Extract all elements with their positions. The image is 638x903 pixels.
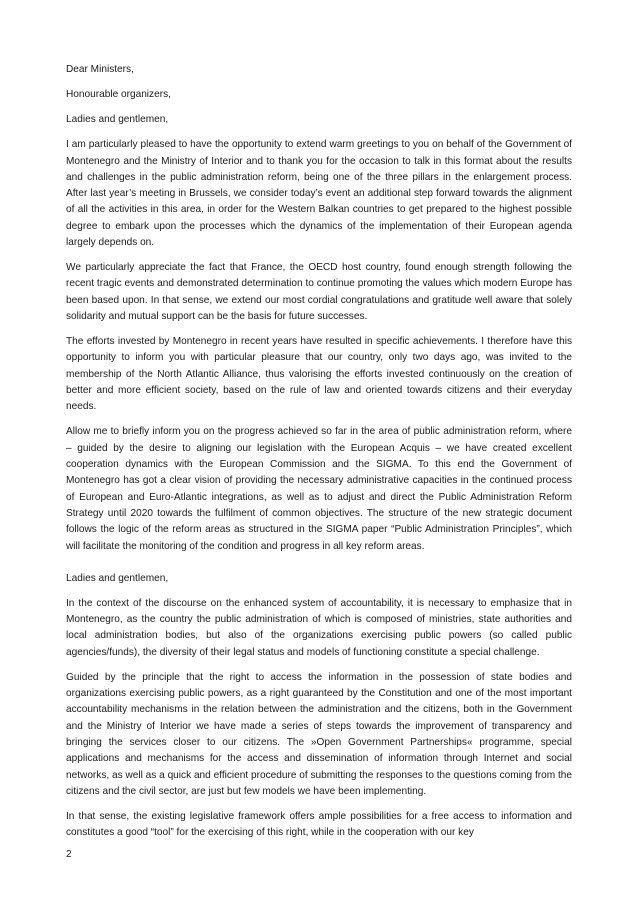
paragraph-greetings: I am particularly pleased to have the opportunity to extend warm greetings to you on behalf of the Government of Montenegro and the Ministry of Interior and to thank you for the occasion to talk in this format about the results and challenges in the public administration reform, being one of the three pillars in the enlargement process. After last year’s meeting in Brussels, we consider today’s event an additional step forward towards the alignment of all the activities in this area, in order for the Western Balkan countries to get prepared to the highest possible degree to embark upon the processes which the dynamics of the implementation of their European agenda largely depends on. — [66, 139, 572, 249]
paragraph-legislative-framework: In that sense, the existing legislative framework offers ample possibilities for a free access to information and constitutes a good “tool” for the exercising of this right, while in the cooperation with our key — [66, 811, 572, 839]
paragraph-france-oecd: We particularly appreciate the fact that France, the OECD host country, found enough strength following the recent tragic events and demonstrated determination to continue promoting the values which modern Europe has been based upon. In that sense, we extend our most cordial congratulations and gratitude well aware that solely solidarity and mutual support can be the basis for future successes. — [66, 262, 572, 323]
page-number: 2 — [66, 849, 72, 860]
paragraph-access-information: Guided by the principle that the right to access the information in the possession of state bodies and organizations exercising public powers, as a right guaranteed by the Constitution and one of the most important accountability mechanisms in the relation between the administration and the citizens, both in the Government and the Ministry of Interior we have made a series of steps towards the improvement of transparency and bringing the services closer to our citizens. The »Open Government Partnerships« programme, special applications and mechanisms for the access and dissemination of information through Internet and social networks, as well as a quick and efficient procedure of submitting the responses to the questions coming from the citizens and the civil sector, are just but few models we have been implementing. — [66, 671, 572, 797]
letter-body — [66, 62, 572, 850]
salutation-ladies-gentlemen-2: Ladies and gentlemen, — [66, 572, 169, 584]
salutation-ladies-gentlemen: Ladies and gentlemen, — [66, 114, 169, 126]
salutation-organizers: Honourable organizers, — [66, 89, 171, 101]
paragraph-montenegro-achievements: The efforts invested by Montenegro in recent years have resulted in specific achievements. I therefore have this opportunity to inform you with particular pleasure that our country, only two days ago, was invited to the membership of the North Atlantic Alliance, thus valorising the efforts invested continuously on the creation of better and more efficient society, based on the rule of law and oriented towards citizens and their everyday needs. — [66, 336, 572, 413]
paragraph-accountability: In the context of the discourse on the enhanced system of accountability, it is necessary to emphasize that in Montenegro, as the country the public administration of which is composed of ministries, state authorities and local administration bodies, but also of the organizations exercising public powers (so called public agencies/funds), the diversity of their legal status and models of functioning constitute a special challenge. — [66, 597, 572, 658]
paragraph-reform-progress: Allow me to briefly inform you on the progress achieved so far in the area of public administration reform, where – guided by the desire to aligning our legislation with the European Acquis – we have created excellent cooperation dynamics with the European Commission and the SIGMA. To this end the Government of Montenegro has got a clear vision of providing the necessary administrative capacities in the continued process of European and Euro-Atlantic integrations, as well as to adjust and direct the Public Administration Reform Strategy until 2020 towards the fulfilment of common objectives. The structure of the new strategic document follows the logic of the reform areas as structured in the SIGMA paper “Public Administration Principles”, which will facilitate the monitoring of the condition and progress in all key reform areas. — [66, 426, 572, 552]
salutation-ministers: Dear Ministers, — [66, 64, 134, 75]
